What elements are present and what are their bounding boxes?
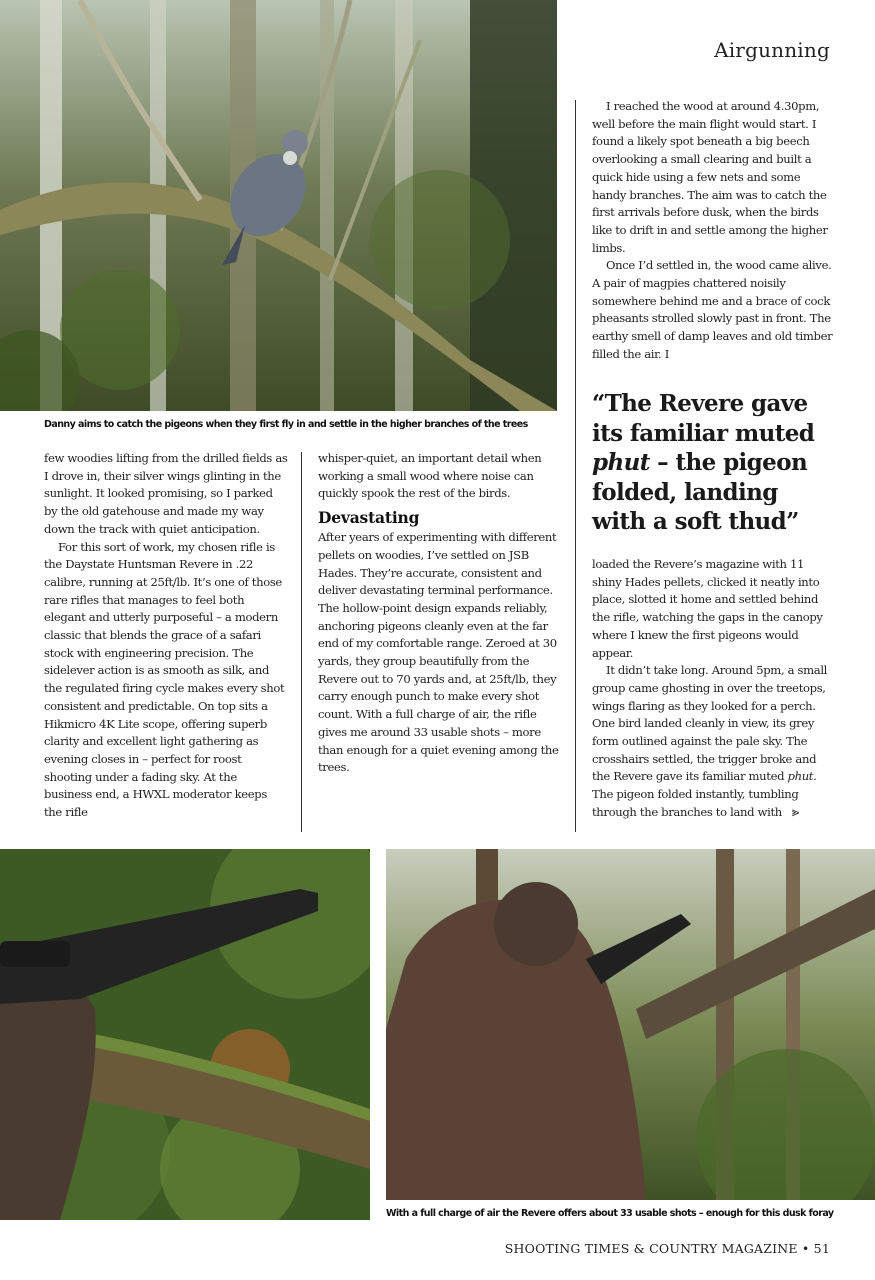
paragraph: For this sort of work, my chosen rifle is the Daystate Huntsman Revere in .22 calibre, running at 25ft/lb. It’s one of those rare rifles that manages to feel both elegant and utterly purposeful – a modern classic that blends the grace of a safari stock with engineering precision. The sidelever action is as smooth as silk, and the regulated firing cycle makes every shot consistent and predictable. On top sits a Hikmicro 4K Lite scope, offering superb clarity and excellent light gathering as evening closes in – perfect for roost shooting under a fading sky. At the business end, a HWXL moderator keeps the rifle [44,539,285,820]
emphasis-text: phut [787,769,814,784]
subheading: Devastating [318,508,420,528]
paragraph-text: . The pigeon folded instantly, tumbling through the branches to land with [592,769,817,819]
paragraph: Once I’d settled in, the wood came alive. A pair of magpies chattered noisily somewhere behind me and a brace of cock pheasants strolled slowly past in front. The earthy smell of damp leaves and old timber filled the air. I [592,258,833,361]
page-footer: SHOOTING TIMES & COUNTRY MAGAZINE • 51 [504,1241,830,1256]
paragraph: I reached the wood at around 4.30pm, well before the main flight would start. I found a likely spot beneath a big beech overlooking a small clearing and built a quick hide using a few nets and some handy branches. The aim was to catch the first arrivals before dusk, when the birds like to drift in and settle among the higher limbs. [592,99,828,255]
bottom-photo-caption: With a full charge of air the Revere offers about 33 usable shots – enough for this dusk foray [386,1208,834,1219]
pull-quote [592,389,832,537]
photo-shooter-aiming [386,849,875,1200]
paragraph: whisper-quiet, an important detail when working a small wood where noise can quickly spook the rest of the birds. [318,451,542,501]
pull-quote-emphasis: phut [592,449,650,476]
pull-quote-text: – the pigeon folded, landing with a soft thud” [592,449,808,535]
section-title: Airgunning [714,38,830,62]
top-photo-caption: Danny aims to catch the pigeons when they first fly in and settle in the higher branches of the trees [44,419,528,430]
article-column-2 [318,450,562,777]
column-divider [301,452,302,832]
column-divider [575,100,576,832]
paragraph [592,662,836,821]
paragraph-text: It didn’t take long. Around 5pm, a small group came ghosting in over the treetops, wings flaring as they looked for a perch. One bird landed cleanly in view, its grey form outlined against the pale sky. The crosshairs settled, the trigger broke and the Revere gave its familiar muted [592,663,828,784]
photo-rifle-on-log [0,849,370,1220]
paragraph: After years of experimenting with different pellets on woodies, I’ve settled on JSB Hades. They’re accurate, consistent and deliver devastating terminal performance. The hollow-point design expands reliably, anchoring pigeons cleanly even at the far end of my comfortable range. Zeroed at 30 yards, they group beautifully from the Revere out to 70 yards and, at 25ft/lb, they carry enough punch to make every shot count. With a full charge of air, the rifle gives me around 33 usable shots – more than enough for a quiet evening among the trees. [318,530,559,775]
article-column-3-top [592,98,836,364]
article-column-1 [44,450,288,822]
photo-pigeon-on-branch [0,0,557,411]
continue-arrow-icon: ⪢ [791,804,799,820]
pull-quote-text: “The Revere gave its familiar muted [592,390,815,447]
paragraph: loaded the Revere’s magazine with 11 shiny Hades pellets, clicked it neatly into place, slotted it home and settled behind the rifle, watching the gaps in the canopy where I knew the first pigeons would appear. [592,557,823,660]
paragraph: few woodies lifting from the drilled fields as I drove in, their silver wings glinting in the sunlight. It looked promising, so I parked by the old gatehouse and made my way down the track with quiet anticipation. [44,451,288,536]
article-column-3-bottom [592,556,836,822]
